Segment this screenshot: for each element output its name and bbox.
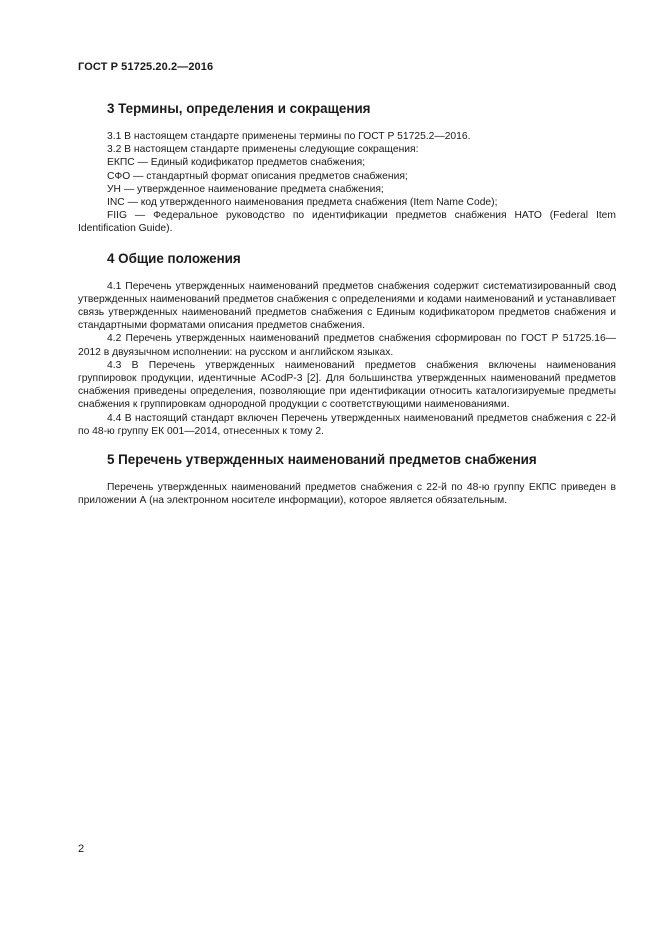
section-3-heading: 3 Термины, определения и сокращения	[107, 101, 371, 116]
section-4-paragraph-1: 4.1 Перечень утвержденных наименований предметов снабжения содержит систематизированный свод утвержденных наименований предметов снабжения с определениями и кодами наименований и устанавливает связь утвержденных наименований предметов снабжения с Единым кодификатором предметов снабжения и стандартными форматами описания предметов снабжения.	[78, 280, 616, 332]
abbreviation-inc: INC — код утвержденного наименования предмета снабжения (Item Name Code);	[107, 197, 498, 209]
section-4-paragraph-2: 4.2 Перечень утвержденных наименований предметов снабжения сформирован по ГОСТ Р 51725.16—2012 в двуязычном исполнении: на русском и английском языках.	[78, 333, 616, 358]
abbreviation-ekps: ЕКПС — Единый кодификатор предметов снабжения;	[107, 157, 366, 169]
section-3-paragraph-1: 3.1 В настоящем стандарте применены термины по ГОСТ Р 51725.2—2016.	[107, 131, 471, 142]
abbreviation-un: УН — утвержденное наименование предмета снабжения;	[107, 183, 384, 195]
section-5-heading: 5 Перечень утвержденных наименований предметов снабжения	[107, 452, 537, 468]
abbreviation-fiig: FIIG — Федеральное руководство по идентификации предметов снабжения НАТО (Federal Item Identification Guide).	[78, 210, 616, 235]
section-5-paragraph-1: Перечень утвержденных наименований предметов снабжения с 22-й по 48-ю группу ЕКПС приведен в приложении А (на электронном носителе информации), которое является обязательным.	[78, 482, 616, 507]
abbreviation-sfo: СФО — стандартный формат описания предметов снабжения;	[107, 170, 408, 182]
page-number: 2	[78, 843, 85, 855]
section-4-heading: 4 Общие положения	[107, 250, 241, 266]
section-3-paragraph-2: 3.2 В настоящем стандарте применены следующие сокращения:	[107, 144, 419, 156]
section-4-paragraph-3: 4.3 В Перечень утвержденных наименований предметов снабжения включены наименования группировок продукции, идентичные ACodP-3 [2]. Для большинства утвержденных наименований предметов снабжения приведены определения, позволяющие при идентификации относить каталогизируемые предметы снабжения к группировкам однородной продукции с соответствующими наименованиями.	[78, 359, 616, 411]
document-body	[78, 90, 616, 507]
document-header: ГОСТ Р 51725.20.2—2016	[78, 61, 214, 73]
section-4-paragraph-4: 4.4 В настоящий стандарт включен Перечень утвержденных наименований предметов снабжения с 22-й по 48-ю группу ЕК 001—2014, отнесенных к тому 2.	[78, 412, 616, 437]
